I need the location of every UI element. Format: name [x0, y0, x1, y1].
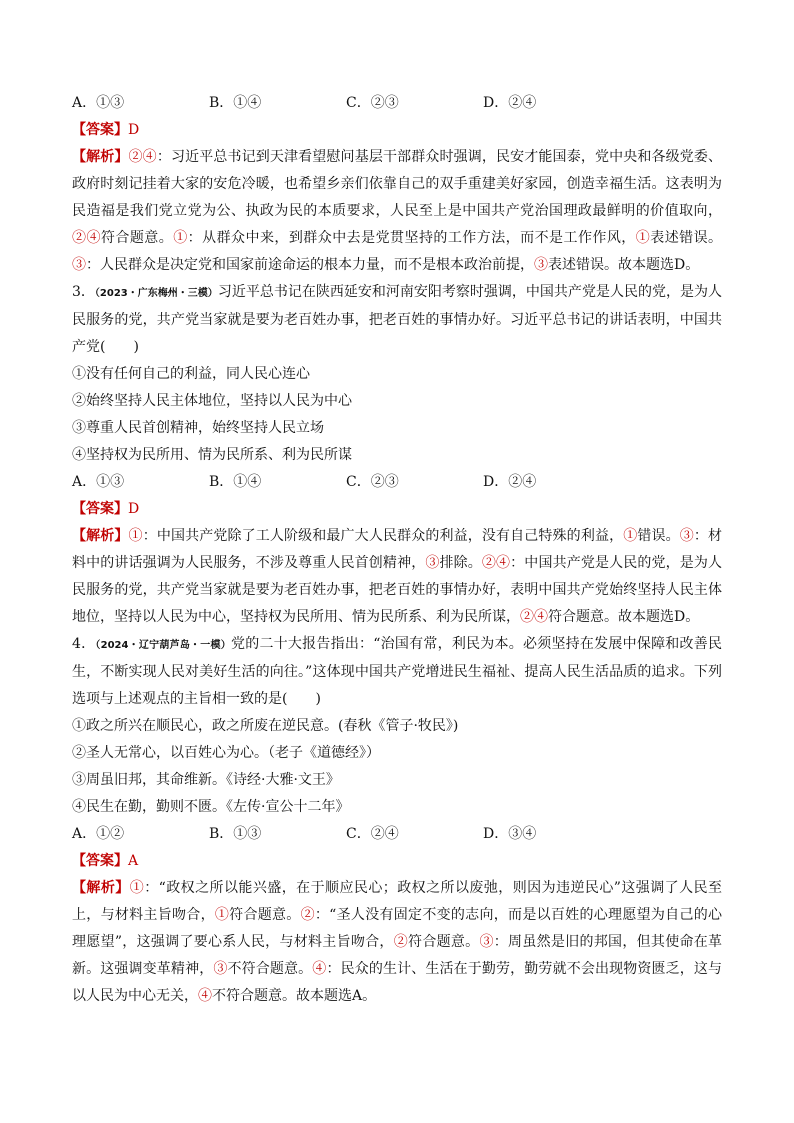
circled-number-marker: ③ — [534, 257, 548, 273]
circled-number-marker: ① — [635, 230, 651, 246]
analysis-text-run: ：人民群众是决定党和国家前途命运的根本力量，而不是根本政治前提， — [86, 257, 534, 273]
circled-number-marker: ② — [393, 934, 409, 950]
analysis-text-run: ：材料中的讲话强调为人民服务，不涉及尊重人民首创精神， — [72, 528, 723, 571]
q4-source: （2024・辽宁葫芦岛・一模） — [95, 640, 231, 651]
q4-item-3: ③周虽旧邦，其命维新。《诗经·大雅·文王》 — [72, 772, 340, 788]
q2-answer-tag: 【答案】 — [72, 122, 128, 138]
circled-number-marker: ②④ — [481, 555, 511, 571]
q2-answer — [72, 117, 722, 144]
q3-number: 3． — [72, 284, 95, 300]
analysis-text-run: ：周虽然是旧的邦国，但其使命在革新。这强调变革精神， — [72, 934, 723, 977]
circled-number-marker: ③ — [479, 934, 494, 950]
circled-number-marker: ③ — [72, 257, 86, 273]
q3-option-d: D．②④ — [483, 474, 537, 490]
q2-answer-value: D — [128, 122, 140, 138]
circled-number-marker: ③ — [425, 555, 440, 571]
q4-item-4: ④民生在勤，勤则不匮。《左传·宣公十二年》 — [72, 799, 350, 815]
circled-number-marker: ② — [300, 907, 315, 923]
analysis-text-run: 符合题意。故本题选D。 — [548, 609, 700, 625]
q3-source: （2023・广东梅州・三模） — [94, 288, 218, 299]
q4-item-2: ②圣人无常心，以百姓心为心。（老子《道德经》） — [72, 745, 380, 761]
q3-item-2: ②始终坚持人民主体地位，坚持以人民为中心 — [72, 393, 352, 409]
q3-option-a: A．①③ — [72, 474, 125, 490]
q2-option-a: A．①③ — [72, 95, 125, 111]
q2-option-c: C．②③ — [346, 95, 399, 111]
analysis-text-run: 符合题意。 — [100, 230, 174, 246]
q3-answer-value: D — [128, 501, 140, 517]
q3-stem — [72, 279, 722, 361]
analysis-text-run: 表述错误。 — [650, 230, 723, 246]
document-page — [72, 90, 722, 1010]
q4-answer-value: A — [128, 853, 139, 869]
q3-option-b: B．①④ — [209, 474, 262, 490]
q2-options — [72, 90, 722, 117]
analysis-text-run: 排除。 — [439, 555, 482, 571]
circled-number-marker: ②④ — [520, 609, 548, 625]
analysis-text-run: 错误。 — [637, 528, 680, 544]
q4-option-c: C．②④ — [346, 826, 399, 842]
circled-number-marker: ① — [173, 230, 188, 246]
analysis-text-run: ：“政权之所以能兴盛，在于顺应民心；政权之所以废弛，则因为违逆民心”这强调了人民至上，与材料主旨吻合， — [72, 880, 722, 923]
circled-number-marker: ① — [128, 528, 143, 544]
analysis-text-run: 不符合题意。 — [227, 961, 313, 977]
q4-analysis-tag: 【解析】 — [72, 880, 130, 896]
analysis-text-run: 符合题意。 — [229, 907, 301, 923]
circled-number-marker: ②④ — [72, 230, 101, 246]
q2-option-b: B．①④ — [209, 95, 262, 111]
analysis-text-run: ：习近平总书记到天津看望慰问基层干部群众时强调，民安才能国泰，党中央和各级党委、政府时刻记挂着大家的安危冷暖，也希望乡亲们依靠自己的双手重建美好家园，创造幸福生活。这表明为民造福是我们党立党为公、执政为民的本质要求，人民至上是中国共产党治国理政最鲜明的价值取向， — [72, 149, 723, 219]
q2-analysis-tag: 【解析】 — [72, 149, 129, 165]
q4-analysis — [72, 875, 722, 1010]
q4-answer — [72, 848, 722, 875]
q3-stem-text: 习近平总书记在陕西延安和河南安阳考察时强调，中国共产党是人民的党，是为人民服务的党，共产党当家就是要为老百姓办事，把老百姓的事情办好。习近平总书记的讲话表明，中国共产党( ) — [72, 284, 722, 355]
analysis-text-run: 符合题意。 — [408, 934, 480, 950]
circled-number-marker: ④ — [198, 988, 212, 1004]
q3-item-3: ③尊重人民首创精神，始终坚持人民立场 — [72, 420, 324, 436]
q2-analysis-text — [72, 149, 722, 273]
q2-analysis — [72, 144, 722, 279]
circled-number-marker: ④ — [312, 961, 327, 977]
q3-analysis-text — [72, 528, 722, 625]
analysis-text-run: 不符合题意。故本题选A。 — [212, 988, 377, 1004]
q3-analysis — [72, 523, 722, 631]
circled-number-marker: ③ — [213, 961, 228, 977]
analysis-text-run: ：中国共产党除了工人阶级和最广大人民群众的利益，没有自己特殊的利益， — [142, 528, 624, 544]
q3-option-c: C．②③ — [346, 474, 399, 490]
circled-number-marker: ① — [623, 528, 638, 544]
circled-number-marker: ① — [214, 907, 230, 923]
q4-stem — [72, 631, 722, 713]
q4-number: 4． — [72, 636, 96, 652]
q4-item-1: ①政之所兴在顺民心，政之所废在逆民意。(春秋《管子·牧民》) — [72, 718, 459, 734]
circled-number-marker: ③ — [679, 528, 694, 544]
q4-options — [72, 821, 722, 848]
analysis-text-run: ：“圣人没有固定不变的志向，而是以百姓的心理愿望为自己的心理愿望”，这强调了要心系人民，与材料主旨吻合， — [72, 907, 723, 950]
q4-option-b: B．①③ — [209, 826, 262, 842]
q2-option-d: D．②④ — [483, 95, 537, 111]
q4-analysis-text — [72, 880, 722, 1004]
q3-analysis-tag: 【解析】 — [72, 528, 129, 544]
circled-number-marker: ① — [129, 880, 145, 896]
analysis-text-run: 表述错误。故本题选D。 — [548, 257, 700, 273]
analysis-text-run: ：从群众中来，到群众中去是党贯坚持的工作方法，而不是工作作风， — [187, 230, 636, 246]
analysis-text-run: ：中国共产党是人民的党，是为人民服务的党，共产党当家就是要为老百姓办事，把老百姓的事情办好，表明中国共产党始终坚持人民主体地位，坚持以人民为中心，坚持权为民所用、情为民所系、利为民所谋， — [72, 555, 723, 625]
q3-options — [72, 469, 722, 496]
q3-item-1: ①没有任何自己的利益，同人民心连心 — [72, 366, 310, 382]
q3-answer-tag: 【答案】 — [72, 501, 128, 517]
q4-option-d: D．③④ — [483, 826, 537, 842]
q3-item-4: ④坚持权为民所用、情为民所系、利为民所谋 — [72, 447, 352, 463]
q3-answer — [72, 496, 722, 523]
analysis-text-run: ：民众的生计、生活在于勤劳，勤劳就不会出现物资匮乏，这与以人民为中心无关， — [72, 961, 723, 1004]
circled-number-marker: ②④ — [128, 149, 157, 165]
q4-answer-tag: 【答案】 — [72, 853, 128, 869]
q4-option-a: A．①② — [72, 826, 125, 842]
q4-stem-text: 党的二十大报告指出：“治国有常，利民为本。必须坚持在发展中保障和改善民生，不断实现人民对美好生活的向往。”这体现中国共产党增进民生福祉、提高人民生活品质的追求。下列选项与上述观点的主旨相一致的是( ) — [72, 636, 722, 707]
